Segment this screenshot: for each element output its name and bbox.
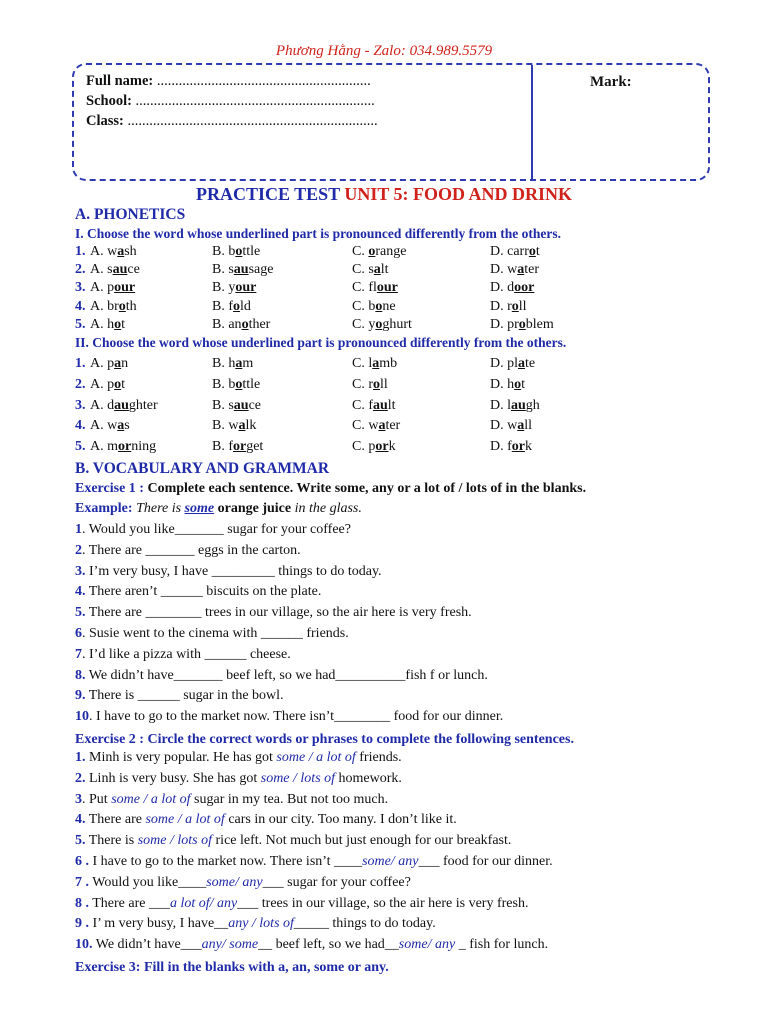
- exercise3-header: [75, 960, 389, 976]
- choice-options[interactable]: some/ any: [362, 854, 419, 869]
- choice-options[interactable]: some/ any: [398, 937, 456, 953]
- item-text[interactable]: . Would you like_______ sugar for your coffee?: [82, 522, 351, 537]
- word-part: C. r: [352, 376, 373, 392]
- word-part: D. w: [490, 418, 518, 434]
- exercise2-item: [75, 812, 457, 828]
- school-label: School:: [86, 93, 132, 109]
- item-number: 9 .: [75, 916, 89, 932]
- word-part: k: [525, 439, 532, 455]
- exercise1-header: [75, 481, 586, 497]
- author-header: Phương Hằng - Zalo: 034.989.5579: [275, 43, 493, 59]
- word-part: C. y: [352, 316, 376, 332]
- underlined-sound: o: [373, 376, 380, 392]
- choice-options[interactable]: some / lots of: [137, 833, 213, 849]
- underlined-sound: a: [117, 418, 125, 434]
- word-part: D. d: [490, 280, 515, 296]
- item-number: 1: [75, 522, 82, 537]
- item-number: 8 .: [75, 895, 89, 911]
- choice-options[interactable]: any / lots of: [228, 916, 294, 932]
- exercise2-label: Exercise 2 :: [75, 732, 148, 747]
- option-c[interactable]: [352, 280, 398, 296]
- question-number: 1.: [75, 356, 86, 371]
- underlined-sound: our: [235, 280, 257, 296]
- item-number: 4.: [75, 812, 86, 828]
- underlined-sound: a: [517, 418, 525, 434]
- word-part: m: [242, 356, 254, 371]
- item-text: _____ things to do today.: [293, 916, 436, 932]
- word-part: D. h: [490, 376, 515, 392]
- item-text: There is: [85, 833, 138, 849]
- word-part: ghter: [128, 397, 158, 413]
- item-text: . Put: [82, 791, 112, 807]
- word-part: te: [525, 356, 536, 371]
- word-part: A. s: [90, 262, 113, 278]
- option-d[interactable]: [490, 280, 534, 296]
- item-text: There are ___: [89, 895, 170, 911]
- full-name-field[interactable]: [86, 73, 371, 90]
- exercise2-item: [75, 833, 511, 849]
- word-part: A. w: [90, 244, 118, 259]
- option-a[interactable]: [90, 317, 125, 333]
- underlined-sound: o: [375, 298, 383, 314]
- underlined-sound: o: [368, 244, 376, 259]
- example-pre: There is: [136, 501, 185, 516]
- choice-options[interactable]: some/ any: [206, 874, 263, 890]
- item-number: 7 .: [75, 874, 89, 890]
- underlined-sound: au: [233, 262, 249, 278]
- option-c[interactable]: [352, 262, 389, 278]
- option-b[interactable]: [212, 439, 263, 455]
- word-part: B. s: [212, 397, 234, 413]
- exercise2-item: [75, 937, 548, 953]
- option-b[interactable]: [212, 262, 273, 278]
- word-part: ne: [382, 298, 396, 314]
- option-c[interactable]: [352, 398, 396, 414]
- phonetics-instruction-2: II. Choose the word whose underlined part is pronounced differently from the others.: [75, 335, 567, 350]
- phonetics-question: [75, 356, 755, 374]
- item-text: Linh is very busy. She has got: [85, 770, 261, 786]
- example-mid: orange juice: [214, 501, 292, 516]
- exercise2-item: [75, 896, 528, 912]
- phonetics-question: [75, 244, 755, 262]
- choice-options[interactable]: any/ some: [201, 937, 259, 953]
- underlined-sound: a: [372, 356, 380, 371]
- option-a[interactable]: [90, 356, 128, 372]
- question-number: 3.: [75, 280, 86, 296]
- word-part: th: [125, 298, 137, 314]
- title-part1: PRACTICE TEST: [195, 184, 345, 204]
- box-divider: [531, 65, 533, 179]
- underlined-sound: o: [511, 298, 519, 314]
- exercise2-header: [75, 732, 574, 748]
- item-text: homework.: [335, 770, 402, 786]
- underlined-sound: o: [514, 376, 522, 392]
- item-text: __ beef left, so we had__: [258, 937, 399, 953]
- underlined-sound: a: [238, 418, 246, 434]
- word-part: B. y: [212, 280, 236, 296]
- exercise1-item: [75, 668, 488, 684]
- option-b[interactable]: [212, 299, 251, 315]
- word-part: lt: [387, 397, 396, 413]
- option-b[interactable]: [212, 398, 261, 414]
- item-number: 6: [75, 626, 82, 641]
- phonetics-question: [75, 317, 755, 335]
- word-part: sh: [124, 244, 137, 259]
- option-b[interactable]: [212, 244, 260, 260]
- page-title: [0, 184, 768, 205]
- word-part: lk: [245, 418, 257, 434]
- section-b-heading: B. VOCABULARY AND GRAMMAR: [75, 460, 330, 477]
- word-part: ghurt: [382, 316, 412, 332]
- exercise1-label: Exercise 1 :: [75, 481, 148, 496]
- underlined-sound: o: [118, 298, 126, 314]
- phonetics-question: [75, 299, 755, 317]
- example-answer: some: [184, 501, 215, 516]
- choice-options[interactable]: some / lots of: [260, 770, 336, 786]
- underlined-sound: o: [233, 298, 240, 314]
- word-part: gh: [525, 397, 540, 413]
- option-b[interactable]: [212, 377, 260, 393]
- underlined-sound: a: [117, 244, 125, 259]
- word-part: B. w: [212, 418, 239, 434]
- example-post: in the glass.: [291, 501, 362, 516]
- underlined-sound: a: [373, 262, 381, 278]
- item-text: friends.: [355, 750, 402, 765]
- option-b[interactable]: [212, 317, 270, 333]
- section-a-heading: A. PHONETICS: [75, 206, 186, 223]
- item-text: cars in our city. Too many. I don’t like it.: [224, 812, 457, 828]
- exercise1-item: [75, 626, 349, 642]
- phonetics-question: [75, 280, 755, 298]
- example-label: Example:: [75, 501, 137, 516]
- word-part: ll: [380, 376, 388, 392]
- school-blank: ..................................................................: [131, 93, 375, 109]
- item-text: Would you like____: [89, 874, 207, 890]
- word-part: t: [535, 244, 540, 259]
- option-d[interactable]: [490, 439, 532, 455]
- item-number: 3: [75, 791, 82, 807]
- item-text[interactable]: There are ________ trees in our village, so the air here is very fresh.: [85, 605, 472, 621]
- option-c[interactable]: [352, 244, 406, 260]
- underlined-sound: a: [114, 356, 122, 371]
- item-text: There are: [85, 812, 146, 828]
- exercise1-item: [75, 647, 291, 663]
- underlined-sound: o: [114, 376, 122, 392]
- item-number: 3.: [75, 563, 86, 579]
- option-d[interactable]: [490, 398, 540, 414]
- class-field[interactable]: [86, 113, 378, 130]
- option-d[interactable]: [490, 317, 554, 333]
- option-c[interactable]: [352, 299, 396, 315]
- phonetics-question: [75, 262, 755, 280]
- underlined-sound: a: [518, 356, 525, 371]
- option-c[interactable]: [352, 356, 397, 372]
- word-part: A. d: [90, 397, 115, 413]
- option-a[interactable]: [90, 398, 158, 414]
- item-number: 4.: [75, 584, 86, 600]
- word-part: s: [124, 418, 130, 434]
- word-part: D. l: [490, 397, 511, 413]
- word-part: ttle: [242, 376, 261, 392]
- word-part: range: [375, 244, 407, 259]
- exercise3-label: Exercise 3:: [75, 960, 144, 975]
- option-b[interactable]: [212, 280, 256, 296]
- underlined-sound: or: [118, 439, 132, 455]
- class-blank: .....................................................................: [123, 113, 378, 129]
- word-part: A. w: [90, 418, 118, 434]
- word-part: ll: [518, 298, 527, 314]
- item-text: rice left. Not much but just enough for our breakfast.: [212, 833, 512, 849]
- word-part: D. pl: [490, 356, 518, 371]
- word-part: D. r: [490, 298, 512, 314]
- word-part: ttle: [242, 244, 261, 259]
- underlined-sound: au: [511, 397, 526, 413]
- exercise1-item: [75, 543, 301, 559]
- question-number: 5.: [75, 439, 86, 455]
- item-number: 10: [75, 709, 89, 725]
- option-a[interactable]: [90, 377, 125, 393]
- item-number: 5.: [75, 833, 86, 849]
- word-part: D. carr: [490, 244, 529, 259]
- item-text[interactable]: I’m very busy, I have _________ things to do today.: [85, 563, 382, 579]
- full-name-label: Full name:: [86, 73, 154, 89]
- word-part: B. h: [212, 356, 236, 371]
- item-number: 8.: [75, 667, 86, 683]
- phonetics-question: [75, 418, 755, 436]
- item-text: _ fish for lunch.: [455, 937, 549, 953]
- full-name-blank: ...........................................................: [153, 73, 371, 89]
- exercise2-item: [75, 792, 388, 808]
- item-text: I have to go to the market now. There isn’t ____: [89, 854, 363, 869]
- underlined-sound: our: [376, 280, 398, 296]
- option-d[interactable]: [490, 244, 540, 260]
- underlined-sound: or: [375, 439, 389, 455]
- item-number: 5.: [75, 605, 86, 621]
- underlined-sound: o: [235, 244, 243, 259]
- exercise1-item: [75, 709, 503, 725]
- word-part: ther: [248, 316, 271, 332]
- word-part: ning: [131, 439, 157, 455]
- exercise2-instruction: Circle the correct words or phrases to complete the following sentences.: [147, 732, 574, 747]
- item-text[interactable]: There aren’t ______ biscuits on the plate.: [85, 584, 322, 600]
- underlined-sound: or: [511, 439, 525, 455]
- exercise2-item: [75, 750, 402, 766]
- option-a[interactable]: [90, 299, 137, 315]
- item-text: sugar in my tea. But not too much.: [190, 791, 389, 807]
- word-part: ce: [127, 262, 140, 278]
- underlined-sound: a: [378, 418, 386, 434]
- word-part: C. b: [352, 298, 376, 314]
- item-text[interactable]: . I have to go to the market now. There isn’t________ food for our dinner.: [89, 709, 504, 725]
- option-a[interactable]: [90, 244, 137, 260]
- underlined-sound: our: [114, 280, 136, 296]
- word-part: A. p: [90, 376, 115, 392]
- exercise3-instruction: Fill in the blanks with a, an, some or any.: [143, 960, 389, 975]
- word-part: ter: [524, 262, 539, 278]
- exercise1-item: [75, 584, 321, 600]
- word-part: lt: [380, 262, 389, 278]
- word-part: B. s: [212, 262, 234, 278]
- item-number: 2: [75, 542, 82, 558]
- word-part: C. l: [352, 356, 373, 371]
- word-part: ce: [248, 397, 262, 413]
- exercise1-item: [75, 564, 382, 580]
- choice-options[interactable]: some / a lot of: [145, 812, 225, 828]
- word-part: C. f: [352, 397, 373, 413]
- word-part: ll: [524, 418, 533, 434]
- phonetics-question: [75, 439, 755, 457]
- underlined-sound: o: [528, 244, 536, 259]
- word-part: D. pr: [490, 316, 519, 332]
- exercise1-instruction: Complete each sentence. Write some, any or a lot of / lots of in the blanks.: [147, 481, 587, 496]
- option-d[interactable]: [490, 377, 525, 393]
- word-part: B. b: [212, 376, 236, 392]
- item-number: 7: [75, 646, 82, 662]
- underlined-sound: au: [233, 397, 249, 413]
- word-part: A. p: [90, 280, 115, 296]
- item-text: I’ m very busy, I have__: [89, 916, 229, 932]
- exercise2-item: [75, 916, 436, 932]
- word-part: B. b: [212, 244, 236, 259]
- word-part: mb: [379, 356, 398, 371]
- question-number: 4.: [75, 418, 86, 434]
- word-part: t: [521, 376, 526, 392]
- word-part: n: [121, 356, 129, 371]
- word-part: C. w: [352, 418, 379, 434]
- word-part: B. f: [212, 439, 233, 455]
- option-c[interactable]: [352, 377, 388, 393]
- option-b[interactable]: [212, 356, 253, 372]
- exercise1-example: [75, 501, 362, 517]
- question-number: 5.: [75, 316, 86, 332]
- exercise1-item: [75, 688, 284, 704]
- phonetics-instruction-1: I. Choose the word whose underlined part is pronounced differently from the others.: [75, 226, 562, 241]
- phonetics-question: [75, 377, 755, 395]
- option-a[interactable]: [90, 418, 130, 434]
- underlined-sound: au: [373, 397, 388, 413]
- item-text: We didn’t have___: [92, 937, 202, 953]
- choice-options[interactable]: a lot of/ any: [169, 895, 238, 911]
- option-a[interactable]: [90, 262, 140, 278]
- item-text: Minh is very popular. He has got: [85, 750, 277, 765]
- option-c[interactable]: [352, 317, 412, 333]
- option-a[interactable]: [90, 439, 156, 455]
- item-text[interactable]: . Susie went to the cinema with ______ friends.: [82, 626, 349, 641]
- word-part: ld: [240, 298, 251, 314]
- phonetics-question: [75, 398, 755, 416]
- underlined-sound: a: [517, 262, 525, 278]
- word-part: ter: [385, 418, 401, 434]
- underlined-sound: a: [235, 356, 243, 371]
- exercise2-item: [75, 771, 402, 787]
- word-part: C. p: [352, 439, 376, 455]
- underlined-sound: au: [114, 397, 129, 413]
- item-text: ___ trees in our village, so the air here is very fresh.: [237, 895, 529, 911]
- underlined-sound: oor: [514, 280, 535, 296]
- mark-label: Mark:: [590, 74, 632, 90]
- item-text[interactable]: We didn’t have_______ beef left, so we had__________fish f or lunch.: [85, 667, 488, 683]
- word-part: D. w: [490, 262, 518, 278]
- word-part: A. br: [90, 298, 119, 314]
- question-number: 4.: [75, 298, 86, 314]
- underlined-sound: or: [233, 439, 247, 455]
- underlined-sound: au: [112, 262, 128, 278]
- question-number: 1.: [75, 244, 86, 259]
- underlined-sound: o: [518, 316, 526, 332]
- item-number: 2.: [75, 770, 86, 786]
- student-info-box: [72, 63, 710, 181]
- option-c[interactable]: [352, 418, 400, 434]
- word-part: C.: [352, 244, 369, 259]
- choice-options[interactable]: some / a lot of: [276, 750, 356, 765]
- item-text: ___ sugar for your coffee?: [262, 874, 411, 890]
- item-text[interactable]: There is ______ sugar in the bowl.: [85, 688, 284, 704]
- question-number: 2.: [75, 376, 86, 392]
- word-part: D. f: [490, 439, 512, 455]
- item-text[interactable]: . There are _______ eggs in the carton.: [82, 542, 301, 558]
- question-number: 2.: [75, 262, 86, 278]
- word-part: C. fl: [352, 280, 377, 296]
- class-label: Class:: [86, 113, 124, 129]
- option-d[interactable]: [490, 262, 539, 278]
- word-part: A. m: [90, 439, 118, 455]
- option-d[interactable]: [490, 299, 527, 315]
- option-d[interactable]: [490, 418, 532, 434]
- exercise2-item: [75, 875, 411, 891]
- underlined-sound: o: [235, 376, 243, 392]
- title-part2: UNIT 5: FOOD AND DRINK: [344, 184, 573, 204]
- exercise2-item: [75, 854, 553, 870]
- word-part: blem: [525, 316, 554, 332]
- word-part: sage: [248, 262, 274, 278]
- option-c[interactable]: [352, 439, 396, 455]
- item-text[interactable]: . I’d like a pizza with ______ cheese.: [82, 646, 291, 662]
- word-part: B. f: [212, 298, 233, 314]
- word-part: t: [121, 376, 126, 392]
- underlined-sound: o: [375, 316, 383, 332]
- option-b[interactable]: [212, 418, 256, 434]
- word-part: t: [121, 316, 126, 332]
- exercise1-item: [75, 522, 351, 538]
- option-d[interactable]: [490, 356, 535, 372]
- item-number: 1.: [75, 750, 86, 765]
- item-number: 6 .: [75, 854, 89, 869]
- item-number: 9.: [75, 688, 86, 704]
- word-part: k: [388, 439, 396, 455]
- question-number: 3.: [75, 397, 86, 413]
- school-field[interactable]: [86, 93, 375, 110]
- exercise1-item: [75, 605, 472, 621]
- item-text: ___ food for our dinner.: [418, 854, 553, 869]
- choice-options[interactable]: some / a lot of: [111, 791, 191, 807]
- word-part: B. an: [212, 316, 242, 332]
- word-part: A. p: [90, 356, 115, 371]
- item-number: 10.: [75, 937, 93, 953]
- underlined-sound: o: [114, 316, 122, 332]
- option-a[interactable]: [90, 280, 135, 296]
- word-part: C. s: [352, 262, 374, 278]
- word-part: get: [246, 439, 264, 455]
- underlined-sound: o: [241, 316, 249, 332]
- word-part: A. h: [90, 316, 115, 332]
